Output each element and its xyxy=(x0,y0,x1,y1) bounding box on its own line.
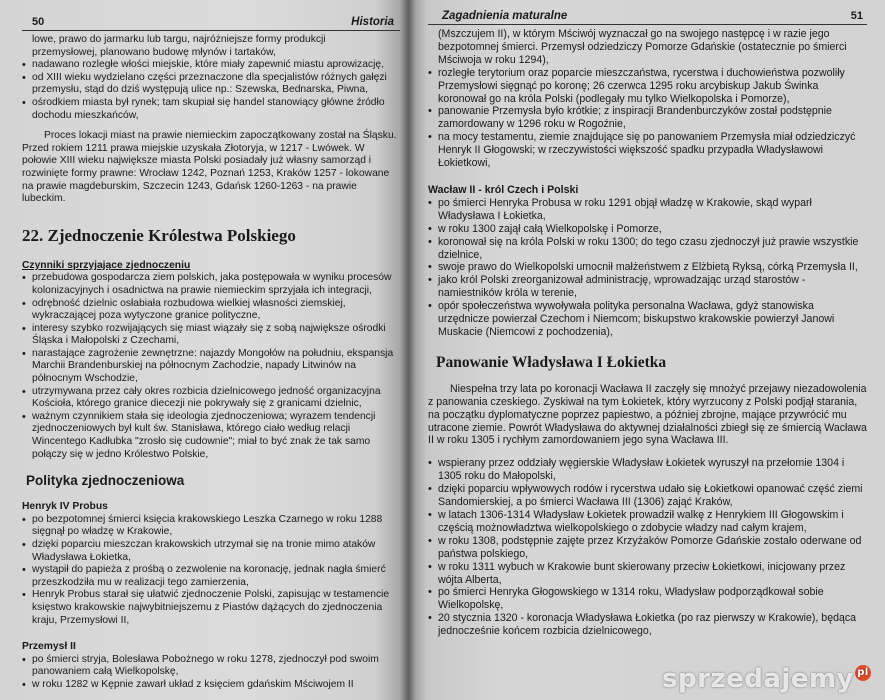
list-item: • wystąpił do papieża z prośbą o zezwolenie na koronację, jednak nagła śmierć przeszkodziła mu w realizacji tego zamierzenia, xyxy=(22,564,400,589)
przemysl-heading: Przemysł II xyxy=(22,641,76,653)
left-intro-line: przemysłowej, planowano budowę młynów i tartaków, xyxy=(32,46,276,58)
lokacja-paragraph: Proces lokacji miast na prawie niemieckim zapoczątkowany został na Śląsku. Przed rokiem 1211 prawa miejskie uzyskała Złotoryja, w 1217 - Lwówek. W połowie XIII wieku największe miasta Polski posiadały już własny samorząd i rozwinięte formy prawne: Wrocław 1242, Poznań 1253, Kraków 1257 - lokowane na prawie magdeburskim, Szczecin 1243, Gdańsk 1260-1263 - na prawie lubeckim. xyxy=(22,130,397,205)
list-item: • swoje prawo do Wielkopolski umocnił małżeństwem z Elżbietą Ryksą, córką Przemysła II, xyxy=(428,261,867,274)
list-item: • ważnym czynnikiem stała się ideologia zjednoczeniowa; wyrazem tendencji zjednoczeniowych był kult św. Stanisława, którego ciało według relacji Wincentego Kadłubka "zrosło się cudownie"; miał to być znak że tak samo połączy się w jedno Królestwo Polskie, xyxy=(22,411,400,461)
list-item: • po bezpotomnej śmierci księcia krakowskiego Leszka Czarnego w roku 1288 sięgnął po władzę w Krakowie, xyxy=(22,514,400,539)
list-item: • w roku 1300 zajął całą Wielkopolskę i Pomorze, xyxy=(428,223,867,236)
list-item: • opór społeczeństwa wywoływała polityka personalna Wacława, gdyż stanowiska urzędnicze powierzał Czechom i Niemcom; biskupstwo krakowskie powierzył Janowi Muskacie (Niemcowi z pochodzenia), xyxy=(428,300,867,339)
watermark-badge: pl xyxy=(855,665,871,681)
list-item: • po śmierci Henryka Głogowskiego w 1314 roku, Władysław podporządkował sobie Wielkopolskę, xyxy=(428,586,867,612)
waclaw-heading: Wacław II - król Czech i Polski xyxy=(428,183,579,196)
list-item: • po śmierci stryja, Bolesława Pobożnego w roku 1278, zjednoczył pod swoim panowaniem całą Wielkopolskę, xyxy=(22,654,400,679)
lokietek-chapter-title: Panowanie Władysława I Łokietka xyxy=(436,353,667,371)
lokietek-paragraph: Niespełna trzy lata po koronacji Wacława II zaczęły się mnożyć przejawy niezadowolenia z panowania czeskiego. Zyskiwał na tym Łokietek, który wyrzucony z Polski podjął starania, na początku dyplomatyczne poprzez papiestwo, a później zbrojne, mające przywrócić mu utracone ziemie. Powrót Władysława do aktywnej działalności zbiegł się ze śmiercią Wacława II w roku 1305 i rychłym zamordowaniem jego syna Wacława III. xyxy=(428,382,867,447)
list-item: • interesy szybko rozwijających się miast wiązały się z sobą największe ośrodki Śląska i Małopolski z Czechami, xyxy=(22,323,400,348)
factors-heading: Czynniki sprzyjające zjednoczeniu xyxy=(22,259,191,271)
list-item: • dzięki poparciu wpływowych rodów i rycerstwa udało się Łokietkowi opanować część ziemi Sandomierskiej, a po śmierci Wacława III (1306) zająć Kraków, xyxy=(428,483,867,509)
watermark xyxy=(662,664,871,694)
list-item: • 20 stycznia 1320 - koronacja Władysława Łokietka (po raz pierwszy w Krakowie), będąca jednocześnie końcem rozbicia dzielnicowego, xyxy=(428,612,867,638)
list-item: • koronował się na króla Polski w roku 1300; do tego czasu zjednoczył już prawie wszystkie dzielnice, xyxy=(428,236,867,262)
list-item: • jako król Polski zreorganizował administrację, wprowadzając urząd starostów - namiestników króla w terenie, xyxy=(428,274,867,300)
list-item: • utrzymywana przez cały okres rozbicia dzielnicowego jedność organizacyjna Kościoła, którego granice diecezji nie pokrywały się z granicami dzielnic, xyxy=(22,386,400,411)
list-item: • przebudowa gospodarcza ziem polskich, jaka postępowała w wyniku procesów kolonizacyjnych i osadnictwa na prawie niemieckim sprzyjała ich integracji, xyxy=(22,272,400,297)
left-running-head: Historia xyxy=(351,16,394,29)
henryk-list xyxy=(22,514,400,627)
list-item: • wspierany przez oddziały węgierskie Władysław Łokietek wyruszył na przełomie 1304 i 1305 roku do Małopolski, xyxy=(428,457,867,483)
henryk-heading: Henryk IV Probus xyxy=(22,501,108,513)
left-intro-list xyxy=(22,59,400,122)
list-item: • panowanie Przemysła było krótkie; z inspiracji Brandenburczyków został podstępnie zamordowany w 1296 roku w Rogoźnie, xyxy=(428,105,867,131)
list-item: • w roku 1308, podstępnie zajęte przez Krzyżaków Pomorze Gdańskie zostało oderwane od państwa polskiego, xyxy=(428,535,867,561)
list-item: • odrębność dzielnic osłabiała rozbudowa wielkiej własności ziemskiej, wykraczającej poza wytyczone granice polityczne, xyxy=(22,298,400,323)
right-intro-line: (Mszczujem II), w którym Mściwój wyznaczał go na swojego następcę i w razie jego bezpotomnej śmierci. Przemysł odziedziczy Pomorze Gdańskie (ostatecznie po śmierci Mściwoja w roku 1294), xyxy=(438,28,847,66)
list-item: • rozległe terytorium oraz poparcie mieszczaństwa, rycerstwa i duchowieństwa pozwoliły Przemysłowi sięgnąć po koronę; 26 czerwca 1295 roku arcybiskup Jakub Świnka koronował go na króla Polski (podlegały mu tylko Wielkopolska i Pomorze), xyxy=(428,67,867,106)
list-item: • narastające zagrożenie zewnętrzne: najazdy Mongołów na południu, ekspansja Marchii Brandenburskiej na północnym Zachodzie, napady Litwinów na północnym Wschodzie, xyxy=(22,348,400,386)
lokietek-list xyxy=(428,457,867,638)
list-item: • nadawano rozległe włości miejskie, które miały zapewnić miastu aprowizację, xyxy=(22,59,400,72)
right-page-header xyxy=(428,8,867,25)
left-page-number: 50 xyxy=(32,16,45,29)
list-item: • ośrodkiem miasta był rynek; tam skupiał się handel stanowiący główne źródło dochodu mieszkańców, xyxy=(22,97,400,122)
list-item: • po śmierci Henryka Probusa w roku 1291 objął władzę w Krakowie, skąd wyparł Władysława I Łokietka, xyxy=(428,197,867,223)
list-item: • Henryk Probus starał się ułatwić zjednoczenie Polski, zapisując w testamencie księstwo krakowskie najwybitniejszemu z Piastów dążących do zjednoczenia kraju, Przemysłowi II, xyxy=(22,589,400,627)
right-page xyxy=(408,0,885,700)
list-item: • w roku 1282 w Kępnie zawarł układ z księciem gdańskim Mściwojem II xyxy=(22,679,400,692)
waclaw-list xyxy=(428,197,867,339)
factors-list xyxy=(22,272,400,461)
list-item: • w roku 1311 wybuch w Krakowie bunt skierowany przeciw Łokietkowi, inicjowany przez wójta Alberta, xyxy=(428,561,867,587)
przemysl-list xyxy=(22,654,400,692)
politics-title: Polityka zjednoczeniowa xyxy=(26,473,185,489)
left-page xyxy=(0,0,408,700)
list-item: • dzięki poparciu mieszczan krakowskich utrzymał się na tronie mimo ataków Władysława Łokietka, xyxy=(22,539,400,564)
right-running-head: Zagadnienia maturalne xyxy=(442,10,568,23)
list-item: • od XIII wieku wydzielano części przeznaczone dla specjalistów różnych gałęzi przemysłu, stąd do dziś występują ulice np.: Szewska, Bednarska, Piwna, xyxy=(22,72,400,97)
chapter-title: 22. Zjednoczenie Królestwa Polskiego xyxy=(22,225,296,245)
right-page-number: 51 xyxy=(850,10,863,23)
left-intro-line: lowe, prawo do jarmarku lub targu, najróżniejsze formy produkcji xyxy=(32,34,326,45)
right-intro-list xyxy=(428,67,867,170)
list-item: • na mocy testamentu, ziemie znajdujące się po panowaniem Przemysła miał odziedziczyć Henryk II Głogowski; w rzeczywistości większość spadku przypadła Władysławowi Łokietkowi, xyxy=(428,131,867,170)
watermark-text: sprzedajemy xyxy=(662,664,854,694)
list-item: • w latach 1306-1314 Władysław Łokietek prowadził walkę z Henrykiem III Głogowskim i częścią możnowładztwa wielkopolskiego o zdobycie władzy nad całym krajem, xyxy=(428,509,867,535)
left-page-header xyxy=(22,14,400,31)
